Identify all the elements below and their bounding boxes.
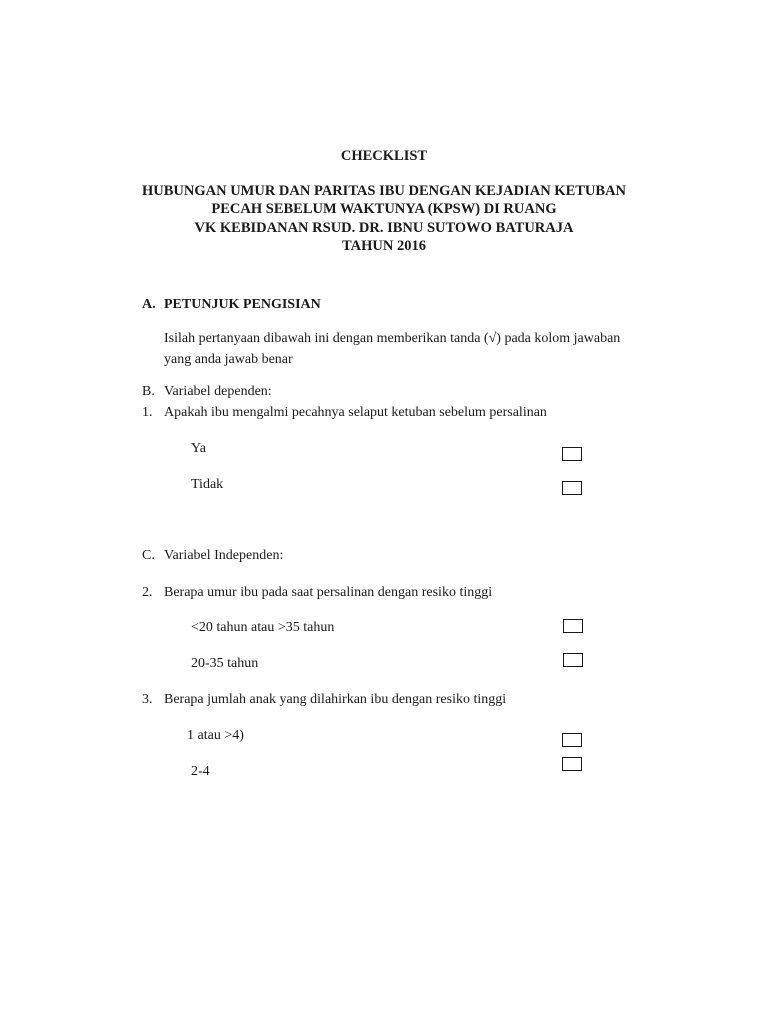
q2-option-2-checkbox[interactable] [563, 653, 583, 667]
question-3-text: Berapa jumlah anak yang dilahirkan ibu dengan resiko tinggi [164, 692, 507, 707]
question-3-number: 3. [142, 692, 153, 707]
section-b-marker: B. [142, 384, 155, 399]
question-2-number: 2. [142, 585, 153, 600]
instruction-line-2: yang anda jawab benar [164, 352, 293, 367]
section-c-heading: Variabel Independen: [164, 548, 284, 563]
q3-option-2-checkbox[interactable] [562, 757, 582, 771]
instruction-line-1: Isilah pertanyaan dibawah ini dengan memberikan tanda (√) pada kolom jawaban [164, 331, 621, 346]
q3-option-1-label: 1 atau >4) [187, 728, 244, 743]
section-a-heading: PETUNJUK PENGISIAN [164, 297, 321, 312]
document-title-line-3: VK KEBIDANAN RSUD. DR. IBNU SUTOWO BATURAJA [194, 220, 574, 236]
q3-option-1-checkbox[interactable] [562, 733, 582, 747]
q2-option-1-label: <20 tahun atau >35 tahun [191, 620, 335, 635]
q1-option-ya-label: Ya [191, 441, 206, 456]
document-title-line-1: HUBUNGAN UMUR DAN PARITAS IBU DENGAN KEJADIAN KETUBAN [141, 183, 627, 199]
question-1-text: Apakah ibu mengalmi pecahnya selaput ketuban sebelum persalinan [164, 405, 547, 420]
section-a-marker: A. [142, 297, 156, 312]
q3-option-2-label: 2-4 [191, 764, 210, 779]
q2-option-2-label: 20-35 tahun [191, 656, 259, 671]
q1-option-ya-checkbox[interactable] [562, 447, 582, 461]
q1-option-tidak-checkbox[interactable] [562, 481, 582, 495]
document-title-line-4: TAHUN 2016 [342, 238, 426, 254]
section-b-heading: Variabel dependen: [164, 384, 272, 399]
question-2-text: Berapa umur ibu pada saat persalinan dengan resiko tinggi [164, 585, 493, 600]
q1-option-tidak-label: Tidak [191, 477, 224, 492]
checklist-title: CHECKLIST [340, 148, 428, 164]
q2-option-1-checkbox[interactable] [563, 619, 583, 633]
document-title-line-2: PECAH SEBELUM WAKTUNYA (KPSW) DI RUANG [211, 201, 557, 217]
section-c-marker: C. [142, 548, 155, 563]
question-1-number: 1. [142, 405, 153, 420]
